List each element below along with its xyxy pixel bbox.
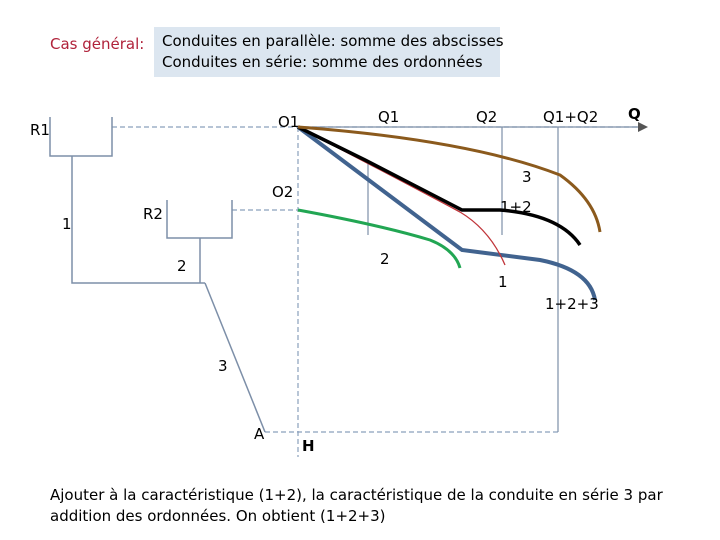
rule-parallel: Conduites en parallèle: somme des abscisses	[162, 32, 504, 50]
curve-1	[298, 127, 595, 300]
q1q2-label: Q1+Q2	[543, 108, 599, 126]
curve-2-label: 2	[380, 250, 390, 268]
curve-1-2-label: 1+2	[500, 198, 532, 216]
q-axis-arrowhead	[638, 122, 648, 132]
q-axis-label: Q	[628, 105, 641, 123]
q2-label: Q2	[476, 108, 498, 126]
curve-1-2-3-label: 1+2+3	[545, 295, 599, 313]
curve-3-label: 3	[522, 168, 532, 186]
reservoir-r2-label: R2	[143, 205, 163, 223]
branch-3-label: 3	[218, 357, 228, 375]
caption-text: Ajouter à la caractéristique (1+2), la caractéristique de la conduite en série 3 par addition des ordonnées. On obtient (1+2+3)	[50, 486, 663, 525]
point-o1-label: O1	[278, 113, 300, 131]
point-o2-label: O2	[272, 183, 294, 201]
branch-2-label: 2	[177, 257, 187, 275]
q1-label: Q1	[378, 108, 400, 126]
branch-1-label: 1	[62, 215, 72, 233]
curve-3	[298, 127, 505, 265]
point-a-label: A	[254, 425, 265, 443]
h-axis-label: H	[302, 437, 315, 455]
reservoir-r2	[167, 200, 232, 238]
reservoir-r1-label: R1	[30, 121, 50, 139]
reservoir-r1	[50, 117, 112, 156]
rules-box	[154, 27, 504, 77]
rule-series: Conduites en série: somme des ordonnées	[162, 53, 483, 71]
curve-1-2-3	[298, 127, 600, 232]
curve-2	[298, 210, 460, 268]
case-label: Cas général:	[50, 35, 145, 53]
curve-1-label: 1	[498, 273, 508, 291]
pipe-3	[205, 283, 265, 432]
